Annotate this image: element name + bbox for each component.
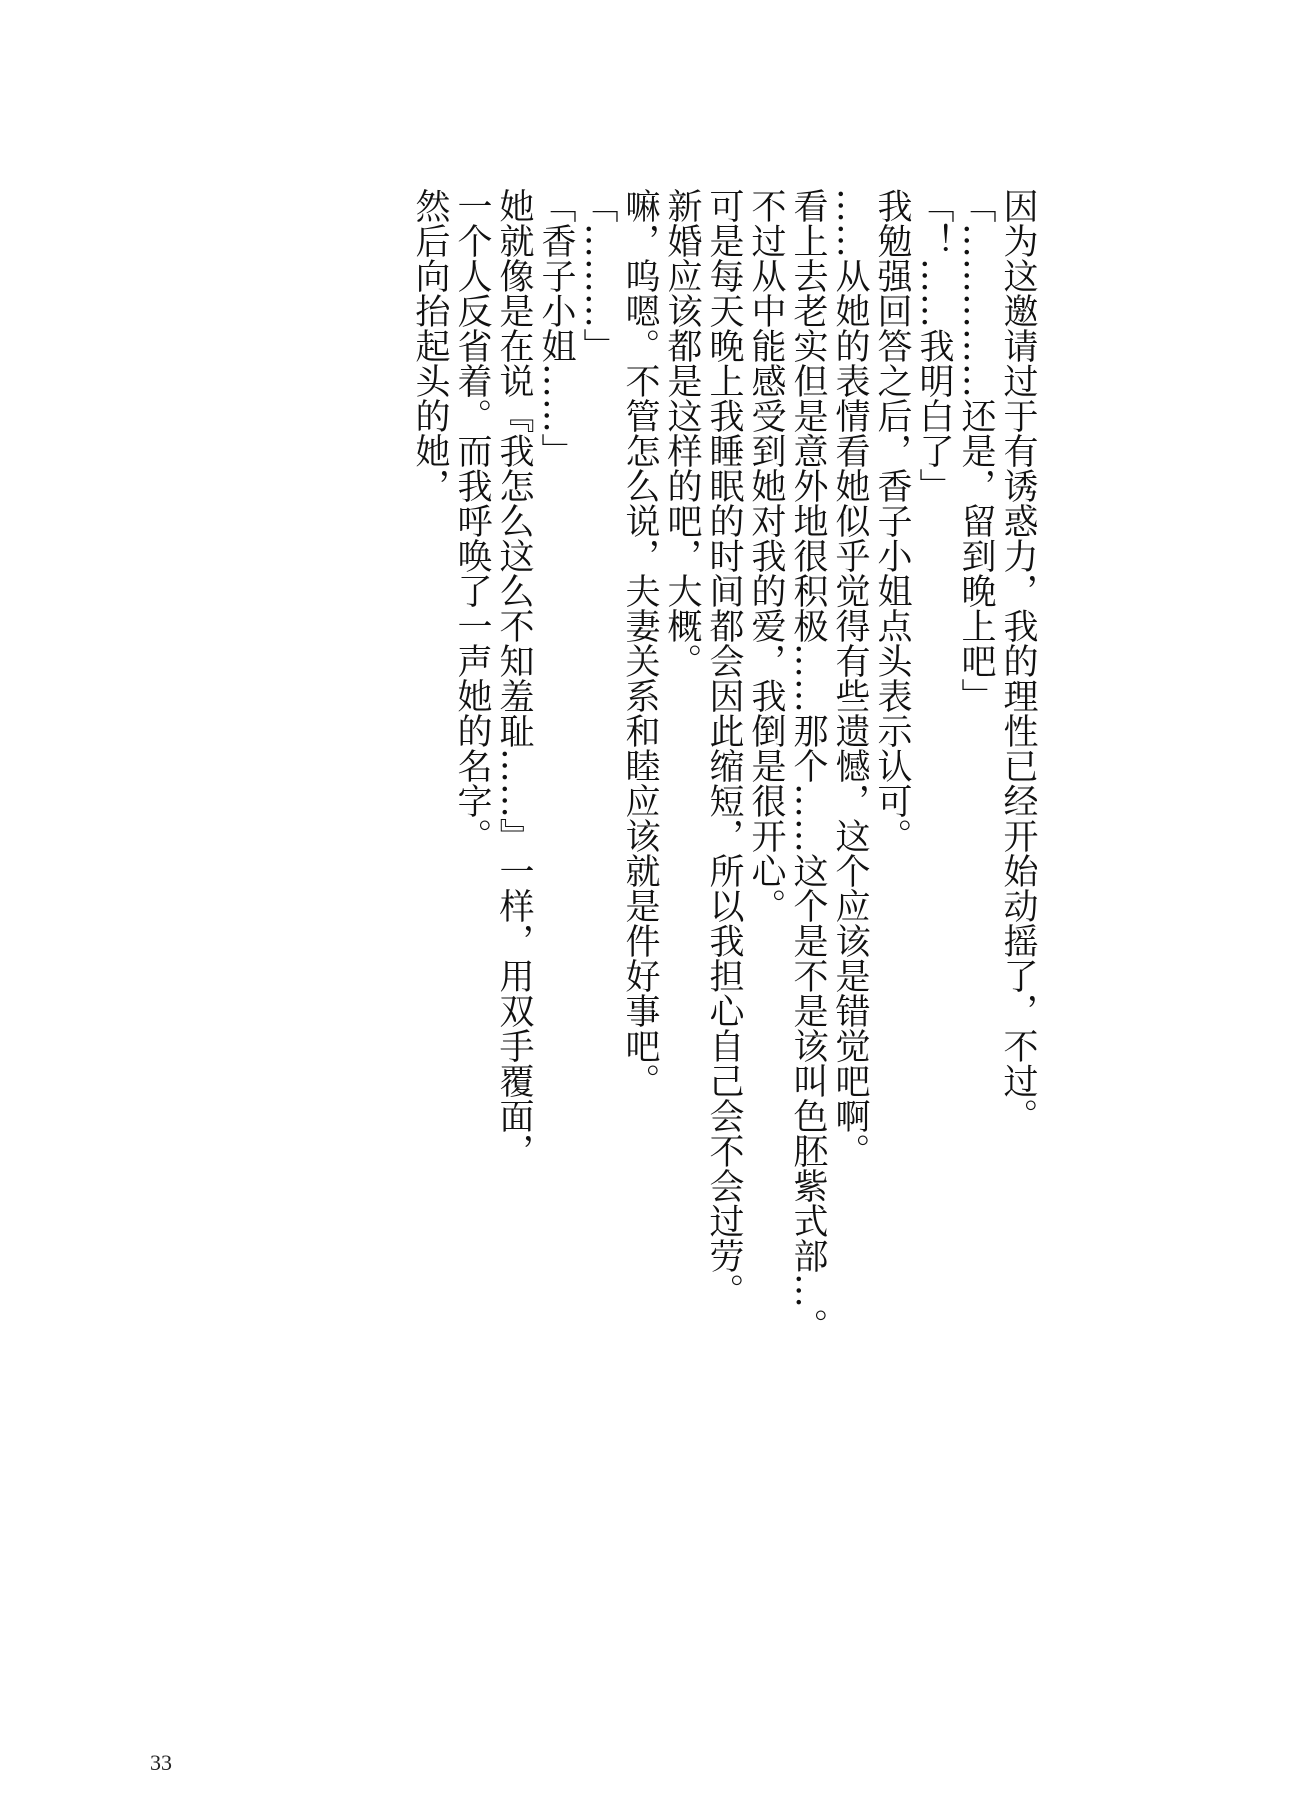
page-number: 33 [150, 1750, 172, 1775]
text-line: 可是每天晚上我睡眠的时间都会因此缩短，所以我担心自己会不会过劳。 [704, 188, 744, 1308]
text-line: 「！……我明白了」 [914, 188, 954, 503]
text-line: 因为这邀请过于有诱惑力，我的理性已经开始动摇了，不过。 [998, 188, 1038, 1133]
text-line: 「……………还是，留到晚上吧」 [956, 188, 996, 713]
text-line: 然后向抬起头的她， [410, 188, 450, 503]
text-line: 新婚应该都是这样的吧，大概。 [662, 188, 702, 678]
text-line: 我勉强回答之后，香子小姐点头表示认可。 [872, 188, 912, 853]
text-line: 「香子小姐……」 [536, 188, 576, 468]
vertical-text-block [409, 188, 1039, 1628]
text-line: 「………」 [578, 188, 618, 363]
text-line: 一个人反省着。而我呼唤了一声她的名字。 [452, 188, 492, 853]
text-line: ……从她的表情看她似乎觉得有些遗憾，这个应该是错觉吧啊。 [830, 188, 870, 1168]
text-line: 看上去老实但是意外地很积极……那个……这个是不是该叫色胚紫式部…。 [788, 188, 828, 1343]
text-line: 嘛，呜嗯。不管怎么说，夫妻关系和睦应该就是件好事吧。 [620, 188, 660, 1098]
text-line: 她就像是在说『我怎么这么不知羞耻……』一样，用双手覆面， [494, 188, 534, 1168]
text-line: 不过从中能感受到她对我的爱，我倒是很开心。 [746, 188, 786, 923]
